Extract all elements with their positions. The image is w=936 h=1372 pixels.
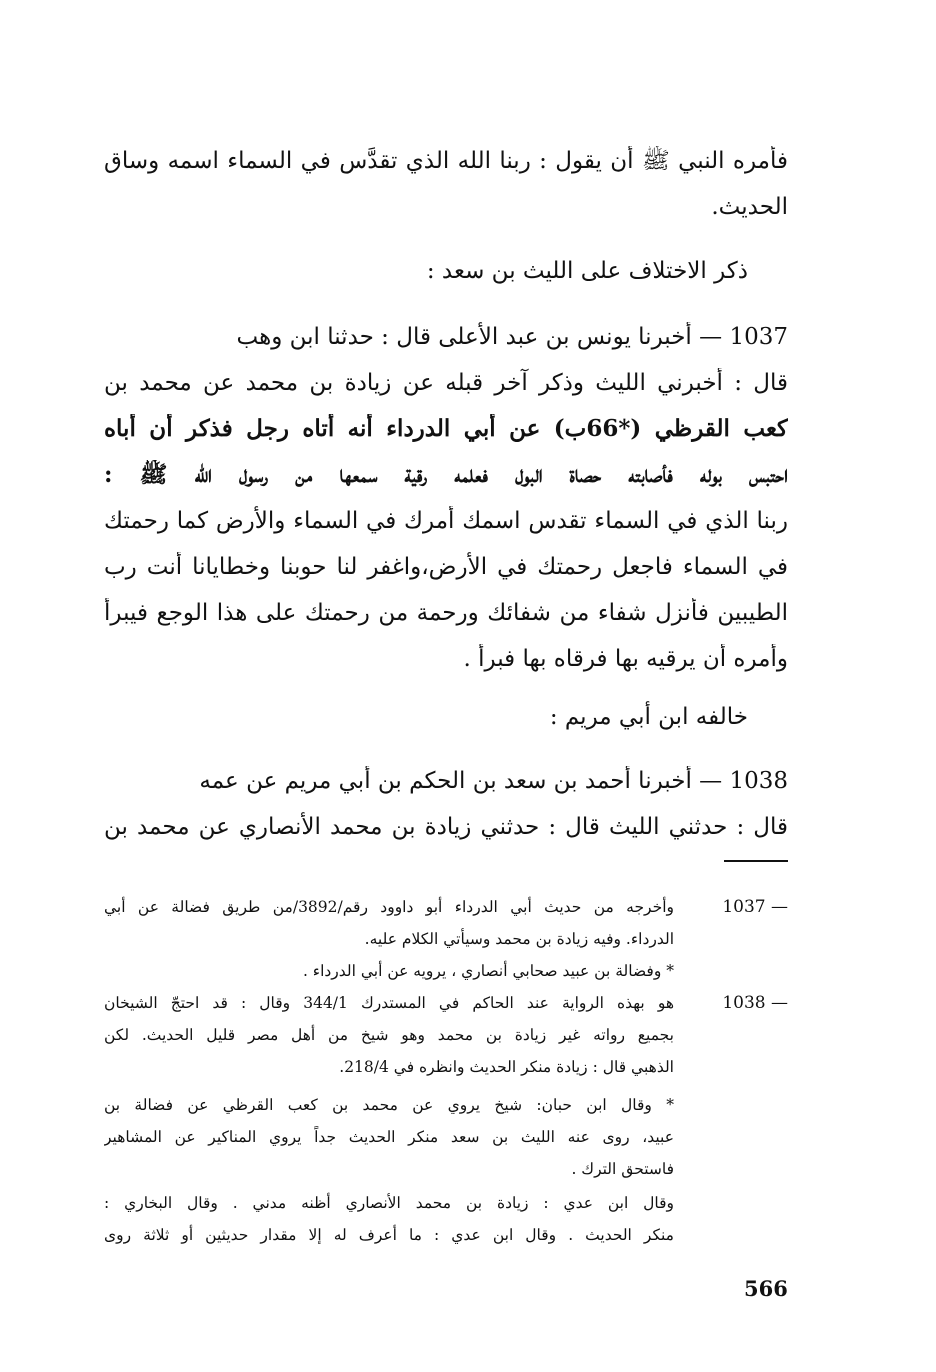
footnote-line: هو بهذه الرواية عند الحاكم في المستدرك 344/1 وقال : قد احتجّ الشيخان xyxy=(104,994,674,1012)
footnote-line: وأخرجه من حديث أبي الدرداء أبو داوود رقم/3892/من طريق فضالة عن أبي xyxy=(104,898,674,916)
body-line: الطيبين فأنزل شفاء من شفائك ورحمة من رحمتك على هذا الوجع فيبرأ xyxy=(104,600,788,626)
body-line: في السماء فاجعل رحمتك في الأرض،واغفر لنا حوبنا وخطايانا أنت رب xyxy=(104,554,788,580)
footnote-number: 1038 — xyxy=(722,993,788,1013)
footnote-line: عبيد، روى عنه الليث بن سعد منكر الحديث جداً يروي المناكير عن المشاهير xyxy=(104,1128,674,1146)
body-line: كعب القرظي (*66ب) عن أبي الدرداء أنه أتاه رجل فذكر أن أباه xyxy=(104,415,788,442)
footnote-line: وقال ابن عدي : زيادة بن محمد الأنصاري أظنه مدني . وقال البخاري : xyxy=(104,1194,674,1212)
footnote-separator xyxy=(724,860,788,862)
body-line: وأمره أن يرقيه بها فرقاه بها فبرأ . xyxy=(463,646,788,672)
body-line: فأمره النبي ﷺ أن يقول : ربنا الله الذي تقدَّس في السماء اسمه وساق xyxy=(104,148,788,174)
body-line: قال : حدثني الليث قال : حدثني زيادة بن محمد الأنصاري عن محمد بن xyxy=(104,814,788,840)
footnote-line: بجميع رواته غير زيادة بن محمد وهو شيخ من أهل مصر قليل الحديث. لكن xyxy=(104,1026,674,1044)
section-heading: ذكر الاختلاف على الليث بن سعد : xyxy=(426,258,748,284)
hadith-number: 1037 xyxy=(729,324,788,350)
body-line: ربنا الذي في السماء تقدس اسمك أمرك في السماء والأرض كما رحمتك xyxy=(104,508,788,534)
footnote-line: فاستحق الترك . xyxy=(571,1160,674,1178)
body-line: قال : أخبرني الليث وذكر آخر قبله عن زيادة بن محمد عن محمد بن xyxy=(104,370,788,396)
footnote-line: منكر الحديث . وقال ابن عدي : ما أعرف له إلا مقدار حديثين أو ثلاثة روى xyxy=(104,1226,674,1244)
body-line: — أخبرنا أحمد بن سعد بن الحكم بن أبي مريم عن عمه xyxy=(199,768,723,794)
hadith-number: 1038 xyxy=(729,768,788,794)
body-line: احتبس بوله فأصابته حصاة البول فعلمه رقية سمعها من رسول الله ﷺ : xyxy=(104,461,788,488)
body-line: — أخبرنا يونس بن عبد الأعلى قال : حدثنا ابن وهب xyxy=(236,324,723,350)
section-heading: خالفه ابن أبي مريم : xyxy=(549,704,748,730)
footnote-number: 1037 — xyxy=(722,897,788,917)
page-number: 566 xyxy=(744,1276,788,1301)
body-line: الحديث. xyxy=(711,194,788,220)
hadith-1037-first-line xyxy=(104,322,788,352)
footnote-line: * وفضالة بن عبيد صحابي أنصاري ، يرويه عن أبي الدرداء . xyxy=(302,962,674,980)
footnote-line: الدرداء. وفيه زيادة بن محمد وسيأتي الكلام عليه. xyxy=(364,930,674,948)
hadith-1038-first-line xyxy=(104,766,788,796)
footnote-line: الذهبي قال : زيادة منكر الحديث وانظره في 218/4. xyxy=(339,1058,674,1076)
footnote-line: * وقال ابن حبان: شيخ يروي عن محمد بن كعب القرظي عن فضالة بن xyxy=(104,1096,674,1114)
